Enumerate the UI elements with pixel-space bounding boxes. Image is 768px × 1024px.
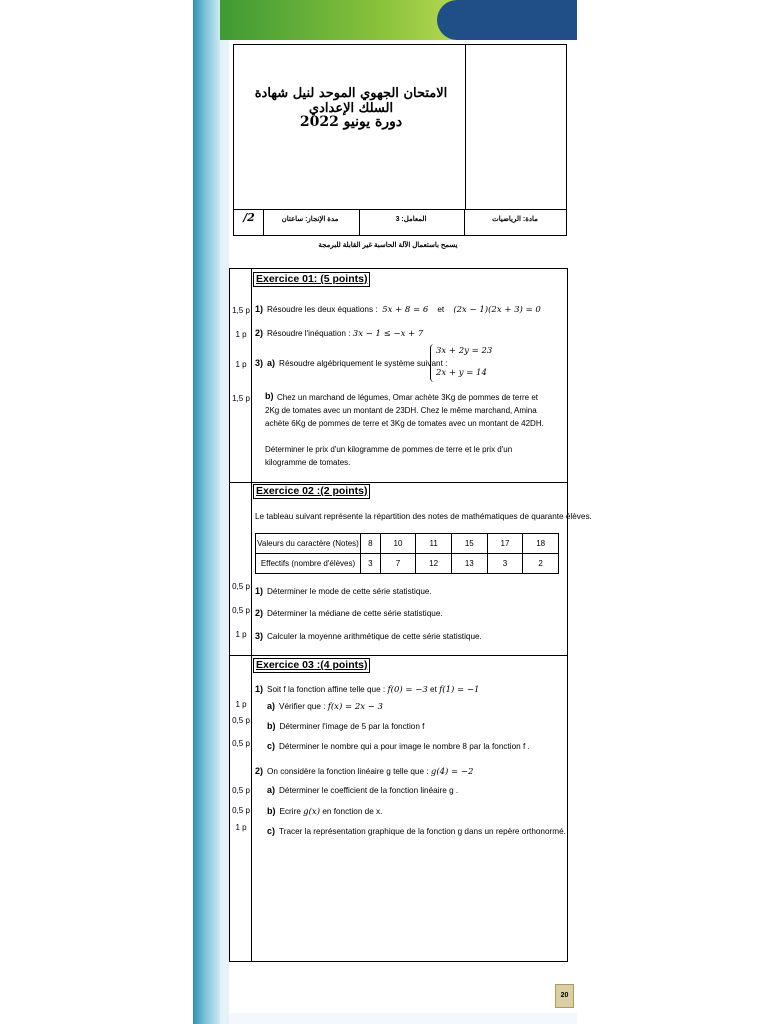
points-label: 1,5 p (232, 394, 250, 403)
ex1-question-3b-text2: Déterminer le prix d'un kilogramme de pommes de terre et le prix d'un kilogramme de tomates. (265, 445, 513, 467)
ex3-question-2b: b) Ecrire g(x) en fonction de x. (267, 806, 383, 817)
exam-title: الامتحان الجهوي الموحد لنيل شهادة السلك الإعدادي (254, 86, 448, 116)
table-cell: 7 (380, 554, 416, 574)
points-label: 0,5 p (232, 606, 250, 615)
exam-duration: مدة الإنجاز: ساعتان (281, 216, 339, 223)
table-cell: 2 (523, 554, 559, 574)
points-label: 0,5 p (232, 739, 250, 748)
exam-session: دورة يونيو 2022 (299, 114, 403, 130)
decorative-side-strip (193, 0, 220, 1024)
exercise-2-title: Exercice 02 :(2 points) (253, 484, 370, 499)
ex3-question-2c: c) Tracer la représentation graphique de la fonction g dans un repère orthonormé. (267, 826, 566, 836)
ex1-question-2: 2) Résoudre l'inéquation : 3x − 1 ≤ −x + 7 (255, 328, 424, 339)
points-label: 1 p (235, 823, 247, 832)
ex3-question-1b: b) Déterminer l'image de 5 par la fonction f (267, 721, 425, 731)
table-cell: 3 (361, 554, 381, 574)
decorative-side-strip-light (220, 0, 229, 1024)
table-row (256, 534, 559, 554)
points-label: 1,5 p (232, 306, 250, 315)
table-header-cell: Effectifs (nombre d'élèves) (256, 554, 361, 574)
exam-coefficient: المعامل: 3 (395, 216, 427, 223)
calculator-note: يسمح باستعمال الآلة الحاسبة غير القابلة للبرمجة (318, 242, 458, 249)
ex1-question-3b-label: b) (265, 391, 274, 401)
table-header-cell: Valeurs du caractère (Notes) (256, 534, 361, 554)
ex3-question-1a: a) Vérifier que : f(x) = 2x − 3 (267, 701, 383, 712)
points-label: 0,5 p (232, 582, 250, 591)
table-cell: 13 (451, 554, 487, 574)
table-cell: 8 (361, 534, 381, 554)
table-cell: 3 (487, 554, 523, 574)
page-number: 20 (555, 984, 574, 1008)
table-cell: 12 (416, 554, 452, 574)
ex1-question-3b-text: Chez un marchand de légumes, Omar achète 3Kg de pommes de terre et 2Kg de tomates avec un montant de 23DH. Chez le même marchand, Amina achète 6Kg de pommes de terre et 3Kg de tomates avec un montant de 42DH. (265, 393, 544, 428)
points-label: 0,5 p (232, 786, 250, 795)
table-cell: 10 (380, 534, 416, 554)
table-cell: 15 (451, 534, 487, 554)
system-equation-2: 2x + y = 14 (436, 368, 487, 378)
ex3-question-1c: c) Déterminer le nombre qui a pour image le nombre 8 par la fonction f . (267, 741, 530, 751)
ex3-question-2: 2) On considère la fonction linéaire g telle que : g(4) = −2 (255, 766, 474, 777)
system-equation-1: 3x + 2y = 23 (436, 346, 493, 356)
points-label: 1 p (235, 700, 247, 709)
ex1-question-3a: 3) a) Résoudre algébriquement le système suivant : (255, 358, 448, 368)
decorative-top-green-band (220, 0, 460, 40)
page-bottom-margin (229, 1013, 577, 1024)
ex1-question-1: 1) Résoudre les deux équations : 5x + 8 = 6 et (2x − 1)(2x + 3) = 0 (255, 304, 541, 315)
table-cell: 18 (523, 534, 559, 554)
table-cell: 11 (416, 534, 452, 554)
exam-header-box (233, 44, 567, 236)
grades-table (255, 533, 559, 574)
points-label: 1 p (235, 630, 247, 639)
ex2-question-2: 2) Déterminer la médiane de cette série statistique. (255, 608, 443, 618)
ex2-question-1: 1) Déterminer le mode de cette série statistique. (255, 586, 432, 596)
exam-subject: مادة: الرياضيات (492, 216, 538, 223)
exercise-3-title: Exercice 03 :(4 points) (253, 658, 370, 673)
points-label: 1 p (235, 330, 247, 339)
ex3-question-1: 1) Soit f la fonction affine telle que : f(0) = −3 et f(1) = −1 (255, 684, 480, 695)
points-label: 0,5 p (232, 806, 250, 815)
points-label: 1 p (235, 360, 247, 369)
decorative-top-blue-tab (437, 0, 577, 40)
ex2-question-3: 3) Calculer la moyenne arithmétique de cette série statistique. (255, 631, 482, 641)
exercise-1-title: Exercice 01: (5 points) (253, 272, 370, 287)
ex3-question-2a: a) Déterminer le coefficient de la fonction linéaire g . (267, 785, 459, 795)
ex2-intro: Le tableau suivant représente la répartition des notes de mathématiques de quarante élèves. (255, 512, 592, 521)
page-fraction: /2 (243, 211, 255, 224)
table-row (256, 554, 559, 574)
points-label: 0,5 p (232, 716, 250, 725)
table-cell: 17 (487, 534, 523, 554)
